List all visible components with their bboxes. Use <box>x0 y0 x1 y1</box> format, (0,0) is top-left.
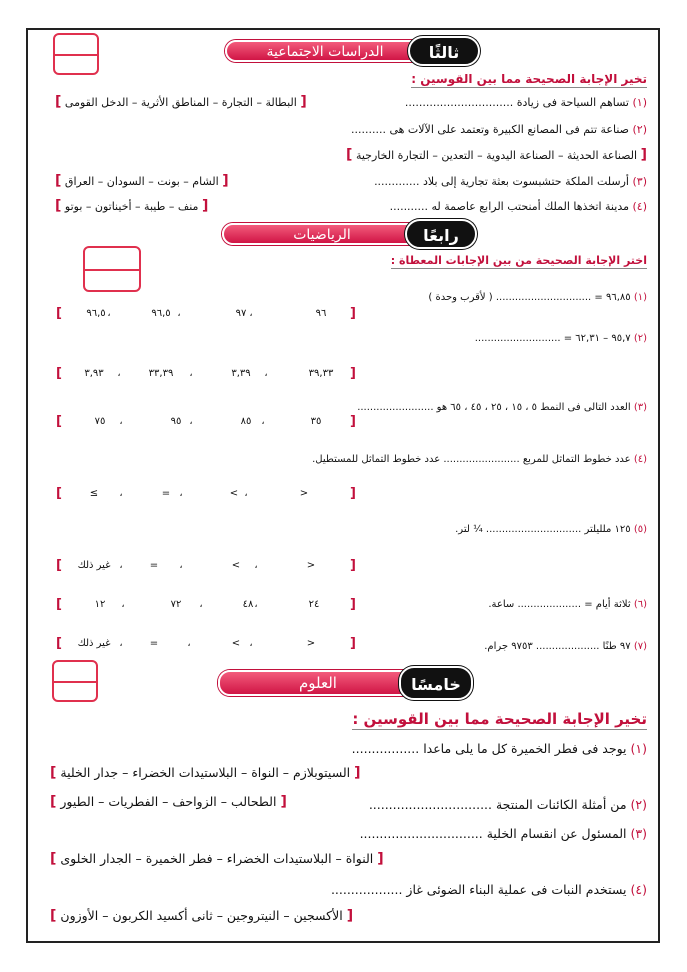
question-text: (٤) عدد خطوط التماثل للمربع ........................ عدد خطوط التماثل للمستطيل. <box>312 454 647 465</box>
section-header-math <box>222 219 477 247</box>
answer-options: [ النواة – البلاستيدات الخضراء – فطر الخميرة – الجدار الخلوى ] <box>50 851 384 867</box>
answer-choices: ] ٢٤ ، ٤٨ ، ٧٢ ، ١٢ [ <box>56 597 356 612</box>
question-text: (١) يوجد فى فطر الخميرة كل ما يلى ماعدا ................. <box>351 741 647 756</box>
section-title: العلوم <box>299 674 337 692</box>
question-text: (٥) ١٢٥ ملليلتر .............................. ¼ لتر. <box>455 524 647 535</box>
answer-options: [ البطالة – التجارة – المناطق الأثرية – الدخل القومى ] <box>55 94 307 110</box>
answer-options: [ الصناعة الحديثة – الصناعة اليدوية – التعدين – التجارة الخارجية ] <box>346 147 647 163</box>
question-text: (١) ٩٦,٨٥ = .............................. ( لأقرب وحدة ) <box>428 292 647 303</box>
score-box-math <box>83 246 141 292</box>
answer-choices: ] < ، > ، = ، ≥ [ <box>56 486 356 501</box>
question-text: (٣) العدد التالى فى النمط ٥ ، ١٥ ، ٢٥ ، ٤٥ ، ٦٥ هو ........................ <box>357 402 647 413</box>
answer-options: [ منف – طيبة – أخيناتون – بوتو ] <box>55 198 209 214</box>
question-text: (٤) يستخدم النبات فى عملية البناء الضوئى غاز .................. <box>330 882 647 897</box>
instruction-math: اختر الإجابة الصحيحة من بين الإجابات المعطاة : <box>390 254 647 267</box>
section-tag: ثالثًا <box>408 36 480 66</box>
section-tag: رابعًا <box>405 219 477 249</box>
section-header-science <box>218 666 473 700</box>
answer-choices: ] ٣٥ ، ٨٥ ، ٩٥ ، ٧٥ [ <box>56 414 356 429</box>
instruction-science: تخير الإجابة الصحيحة مما بين القوسين : <box>352 710 647 728</box>
answer-choices: ] ٩٦ ، ٩٧ ، ٩٦,٥ ، ٩٦,٥ [ <box>56 306 356 321</box>
question-text: (٢) ٩٥,٧ – ٦٢,٣١ = ........................... <box>474 333 647 344</box>
answer-options: [ السيتوبلازم – النواة – البلاستيدات الخضراء – جدار الخلية ] <box>50 765 361 781</box>
section-tag: خامسًا <box>399 666 473 700</box>
answer-options: [ الطحالب – الزواحف – الفطريات – الطيور ] <box>50 794 287 810</box>
question-text: (٢) من أمثلة الكائنات المنتجة ............................... <box>368 797 647 812</box>
question-text: (٤) مدينة اتخذها الملك أمنحتب الرابع عاصمة له ........... <box>389 200 647 213</box>
answer-choices: ] < ، > ، = ، غير ذلك [ <box>56 558 356 573</box>
question-text: (١) تساهم السياحة فى زيادة ............................... <box>404 96 647 109</box>
question-text: (٣) أرسلت الملكة حتشبسوت بعثة تجارية إلى بلاد ............. <box>374 175 647 188</box>
section-header-social <box>225 36 480 64</box>
score-box-science <box>52 660 98 702</box>
question-text: (٦) ثلاثة أيام = .................... ساعة. <box>488 599 647 610</box>
question-text: (٣) المسئول عن انقسام الخلية ............................... <box>359 826 647 841</box>
instruction-social: تخير الإجابة الصحيحة مما بين القوسين : <box>411 72 647 86</box>
score-box-social <box>53 33 99 75</box>
answer-options: [ الشام – بونت – السودان – العراق ] <box>55 173 229 189</box>
answer-choices: ] ٣٩,٣٣ ، ٣,٣٩ ، ٣٣,٣٩ ، ٣,٩٣ [ <box>56 366 356 381</box>
answer-options: [ الأكسجين – النيتروجين – ثانى أكسيد الكربون – الأوزون ] <box>50 908 354 924</box>
question-text: (٢) صناعة تتم فى المصانع الكبيرة وتعتمد على الآلات هى .......... <box>350 123 647 136</box>
question-text: (٧) ٩٧ طنًا .................... ٩٧٥٣ جرام. <box>484 641 647 652</box>
section-title: الدراسات الاجتماعية <box>266 44 384 60</box>
answer-choices: ] < ، > ، = ، غير ذلك [ <box>56 636 356 651</box>
section-title: الرياضيات <box>293 227 351 243</box>
